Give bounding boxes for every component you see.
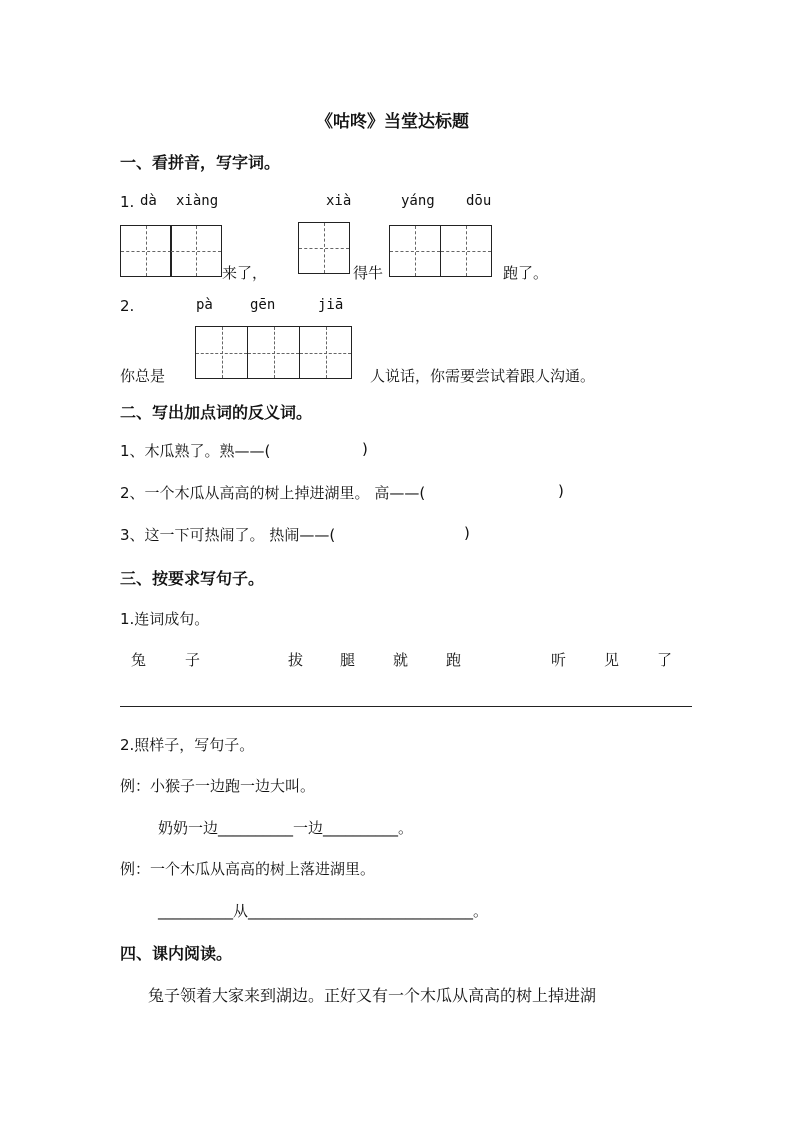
writing-box-xiang[interactable] — [170, 225, 222, 277]
section4-heading: 四、课内阅读。 — [120, 944, 233, 963]
fill-sentence-2[interactable]: __________从______________________________。 — [158, 902, 489, 920]
pinyin-pa: pà — [196, 297, 213, 313]
word-jian: 见 — [604, 651, 620, 669]
pinyin-xia: xià — [326, 193, 352, 209]
example-1: 例：小猴子一边跑一边大叫。 — [120, 777, 316, 795]
antonym-item-1: 1、木瓜熟了。熟——( — [120, 442, 271, 460]
q2-text-before: 你总是 — [120, 367, 166, 385]
q1-number: 1. — [120, 193, 135, 211]
answer-line[interactable] — [120, 706, 692, 707]
pinyin-dou: dōu — [466, 193, 492, 209]
section3-heading: 三、按要求写句子。 — [120, 569, 265, 588]
word-tui: 腿 — [340, 651, 356, 669]
antonym-close-2: ) — [558, 482, 564, 500]
pinyin-xiang: xiàng — [176, 193, 219, 209]
pinyin-yang: yáng — [401, 193, 435, 209]
writing-box-dou[interactable] — [440, 225, 492, 277]
q2-text-after: 人说话，你需要尝试着跟人沟通。 — [370, 367, 596, 385]
q1-text-c: 跑了。 — [503, 264, 549, 282]
q2-number: 2. — [120, 297, 135, 315]
q1-text-a: 来了， — [222, 264, 268, 282]
word-pao: 跑 — [446, 651, 462, 669]
antonym-item-3: 3、这一下可热闹了。 热闹——( — [120, 526, 336, 544]
section2-heading: 二、写出加点词的反义词。 — [120, 403, 313, 422]
word-ting: 听 — [551, 651, 567, 669]
writing-box-xia[interactable] — [298, 222, 350, 274]
antonym-answer-1[interactable] — [302, 438, 358, 460]
word-ba: 拔 — [288, 651, 304, 669]
pinyin-jia: jiā — [318, 297, 344, 313]
q1-text-b: 得牛 — [353, 264, 384, 282]
writing-box-gen[interactable] — [247, 326, 300, 379]
pinyin-da: dà — [140, 193, 157, 209]
antonym-answer-3[interactable] — [390, 522, 460, 544]
word-zi: 子 — [185, 651, 201, 669]
antonym-close-1: ) — [362, 440, 368, 458]
writing-box-yang[interactable] — [389, 225, 441, 277]
word-le: 了 — [657, 651, 673, 669]
writing-box-jia[interactable] — [299, 326, 352, 379]
connect-words-label: 1.连词成句。 — [120, 610, 210, 628]
reading-passage: 兔子领着大家来到湖边。正好又有一个木瓜从高高的树上掉进湖 — [148, 986, 597, 1005]
fill-sentence-1[interactable]: 奶奶一边__________一边__________。 — [158, 819, 414, 837]
imitate-label: 2.照样子，写句子。 — [120, 736, 255, 754]
page-title: 《咕咚》当堂达标题 — [316, 112, 469, 132]
word-jiu: 就 — [393, 651, 409, 669]
antonym-item-2: 2、一个木瓜从高高的树上掉进湖里。 高——( — [120, 484, 426, 502]
word-tu: 兔 — [131, 651, 147, 669]
pinyin-gen: gēn — [250, 297, 276, 313]
example-2: 例：一个木瓜从高高的树上落进湖里。 — [120, 860, 376, 878]
writing-box-da[interactable] — [120, 225, 172, 277]
antonym-close-3: ) — [464, 524, 470, 542]
antonym-answer-2[interactable] — [502, 480, 554, 502]
section1-heading: 一、看拼音，写字词。 — [120, 153, 281, 172]
writing-box-pa[interactable] — [195, 326, 248, 379]
